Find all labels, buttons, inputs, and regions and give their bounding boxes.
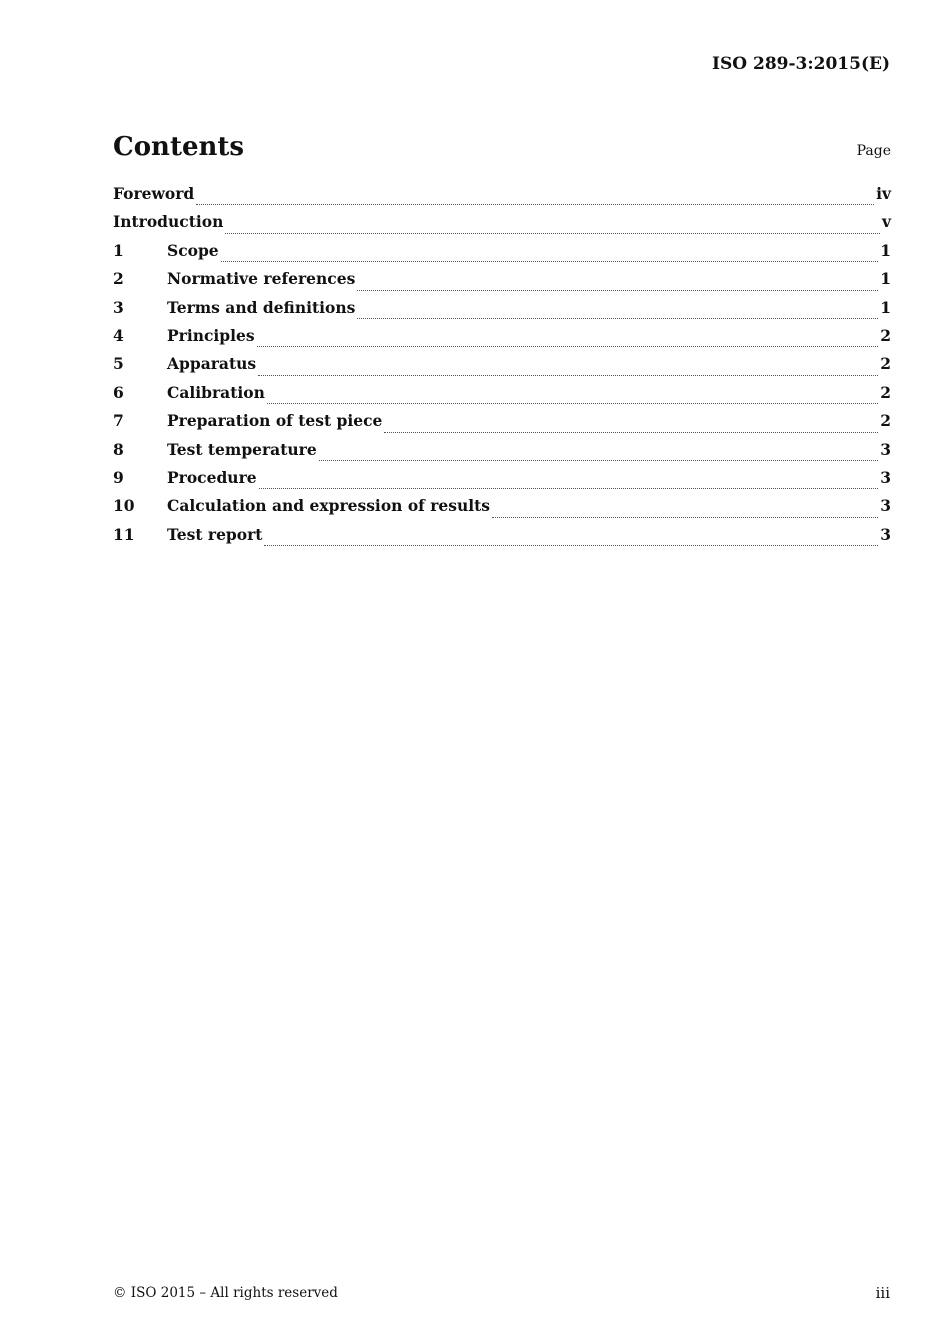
toc-entry-normative-references[interactable] xyxy=(113,269,891,297)
toc-entry-label: Calibration xyxy=(167,382,265,402)
toc-entry-number: 9 xyxy=(113,467,124,487)
toc-entry-page: 3 xyxy=(880,496,891,516)
toc-entry-number: 2 xyxy=(113,269,124,289)
toc-entry-page: 3 xyxy=(880,467,891,487)
toc-entry-number: 11 xyxy=(113,524,135,544)
page-column-label: Page xyxy=(856,143,891,159)
toc-entry-page: 1 xyxy=(880,297,891,317)
toc-entry-number: 7 xyxy=(113,411,124,431)
toc-dot-leader xyxy=(221,260,879,262)
toc-dot-leader xyxy=(264,544,878,546)
toc-dot-leader xyxy=(492,516,878,518)
toc-dot-leader xyxy=(258,374,878,376)
toc-entry-label: Procedure xyxy=(167,467,257,487)
toc-entry-procedure[interactable] xyxy=(113,468,891,496)
toc-dot-leader xyxy=(384,431,878,433)
toc-entry-label: Introduction xyxy=(113,212,224,232)
document-reference: ISO 289-3:2015(E) xyxy=(712,54,890,74)
toc-entry-page: v xyxy=(881,212,891,232)
toc-dot-leader xyxy=(196,203,874,205)
toc-entry-terms-and-definitions[interactable] xyxy=(113,298,891,326)
toc-entry-number: 5 xyxy=(113,354,124,374)
toc-entry-preparation-of-test-piece[interactable] xyxy=(113,411,891,439)
toc-entry-label: Test temperature xyxy=(167,439,317,459)
toc-entry-label: Preparation of test piece xyxy=(167,411,383,431)
toc-entry-number: 3 xyxy=(113,297,124,317)
contents-heading-row xyxy=(113,132,891,162)
page-number: iii xyxy=(875,1284,890,1302)
toc-entry-page: 1 xyxy=(880,269,891,289)
toc-dot-leader xyxy=(357,317,878,319)
copyright-notice: © ISO 2015 – All rights reserved xyxy=(113,1285,338,1301)
toc-entry-apparatus[interactable] xyxy=(113,354,891,382)
toc-entry-label: Apparatus xyxy=(167,354,257,374)
table-of-contents xyxy=(113,184,891,553)
toc-dot-leader xyxy=(319,459,879,461)
toc-entry-foreword[interactable] xyxy=(113,184,891,212)
toc-entry-principles[interactable] xyxy=(113,326,891,354)
toc-entry-page: 2 xyxy=(880,411,891,431)
toc-entry-page: iv xyxy=(876,184,891,203)
toc-entry-calibration[interactable] xyxy=(113,383,891,411)
toc-entry-number: 6 xyxy=(113,382,124,402)
toc-entry-label: Principles xyxy=(167,325,255,345)
toc-entry-page: 2 xyxy=(880,325,891,345)
toc-entry-label: Scope xyxy=(167,240,219,260)
toc-entry-label: Calculation and expression of results xyxy=(167,496,491,516)
toc-entry-test-report[interactable] xyxy=(113,525,891,553)
toc-dot-leader xyxy=(267,402,878,404)
toc-dot-leader xyxy=(259,487,879,489)
toc-dot-leader xyxy=(225,232,880,234)
toc-entry-number: 1 xyxy=(113,240,124,260)
toc-entry-number: 10 xyxy=(113,496,135,516)
toc-entry-page: 3 xyxy=(880,524,891,544)
toc-entry-calculation-and-expression-of-results[interactable] xyxy=(113,496,891,524)
toc-entry-label: Test report xyxy=(167,524,263,544)
contents-title: Contents xyxy=(113,132,245,162)
toc-dot-leader xyxy=(257,345,879,347)
toc-entry-introduction[interactable] xyxy=(113,212,891,240)
toc-entry-label: Terms and definitions xyxy=(167,297,356,317)
toc-entry-page: 3 xyxy=(880,439,891,459)
toc-entry-label: Normative references xyxy=(167,269,356,289)
toc-entry-page: 2 xyxy=(880,382,891,402)
toc-entry-label: Foreword xyxy=(113,184,195,203)
toc-entry-test-temperature[interactable] xyxy=(113,440,891,468)
toc-entry-number: 8 xyxy=(113,439,124,459)
toc-dot-leader xyxy=(357,289,878,291)
toc-entry-page: 2 xyxy=(880,354,891,374)
toc-entry-scope[interactable] xyxy=(113,241,891,269)
toc-entry-page: 1 xyxy=(880,240,891,260)
toc-entry-number: 4 xyxy=(113,325,124,345)
